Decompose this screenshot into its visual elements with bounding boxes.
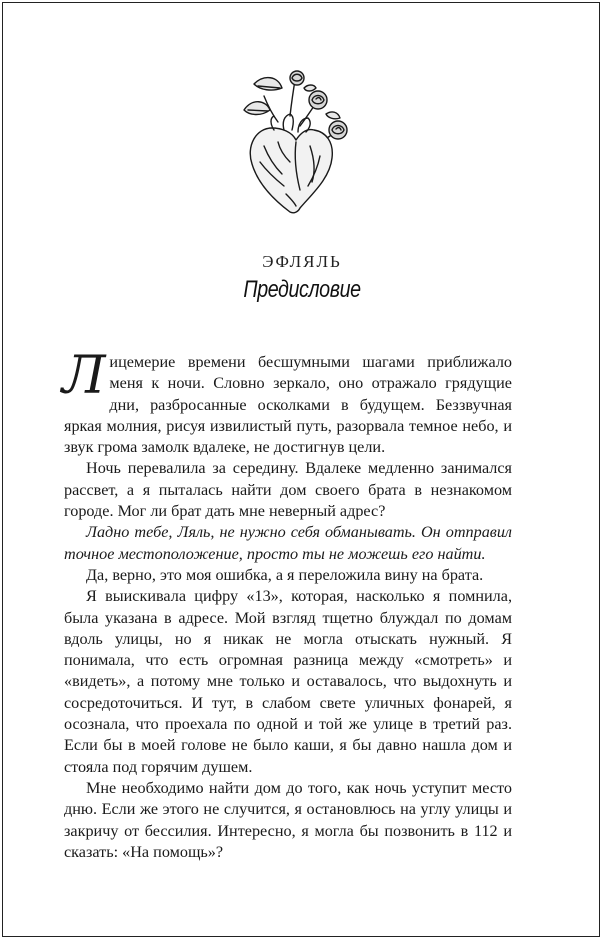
drop-cap: Л: [62, 346, 106, 406]
chapter-title: Предисловие: [243, 276, 361, 303]
chapter-label: ЭФЛЯЛЬ: [262, 252, 342, 271]
body-text: [62, 346, 512, 863]
paragraph-3-inner-voice: Ладно тебе, Ляль, не нужно себя обманывать. Он отправил точное местоположение, просто ты не можешь его найти.: [64, 523, 512, 563]
paragraph-1-text: ицемерие времени бесшумными шагами приближало меня к ночи. Словно зеркало, оно отражало грядущие дни, разбросанные осколками в будущем. Беззвучная яркая молния, рисуя извилистый путь, разорвала темное небо, и звук грома замолк вдалеке, не достигнув цели.: [64, 353, 512, 457]
paragraph-5: Я выискивала цифру «13», которая, насколько я помнила, была указана в адресе. Мой взгляд тщетно блуждал по домам вдоль улицы, но я никак не могла отыскать нужный. Я понимала, что есть огромная разница между «смотреть» и «видеть», а потому мне только и оставалось, что выдохнуть и сосредоточиться. И тут, в слабом свете уличных фонарей, я осознала, что проехала по одной и той же улице в третий раз. Если бы в моей голове не было каши, я бы давно нашла дом и стояла под горячим душем.: [64, 587, 512, 776]
paragraph-1: [62, 346, 512, 458]
paragraph-6: Мне необходимо найти дом до того, как ночь уступит место дню. Если же этого не случится, я остановлюсь на углу улицы и закричу от бессилия. Интересно, я могла бы позвонить в 112 и сказать: «На помощь»?: [64, 778, 512, 861]
paragraph-4: Да, верно, это моя ошибка, а я переложила вину на брата.: [86, 565, 484, 584]
paragraph-2: Ночь перевалила за середину. Вдалеке медленно занимался рассвет, а я пыталась найти дом своего брата в незнакомом городе. Мог ли брат дать мне неверный адрес?: [64, 459, 512, 521]
heart-with-roses-icon: [234, 66, 358, 218]
